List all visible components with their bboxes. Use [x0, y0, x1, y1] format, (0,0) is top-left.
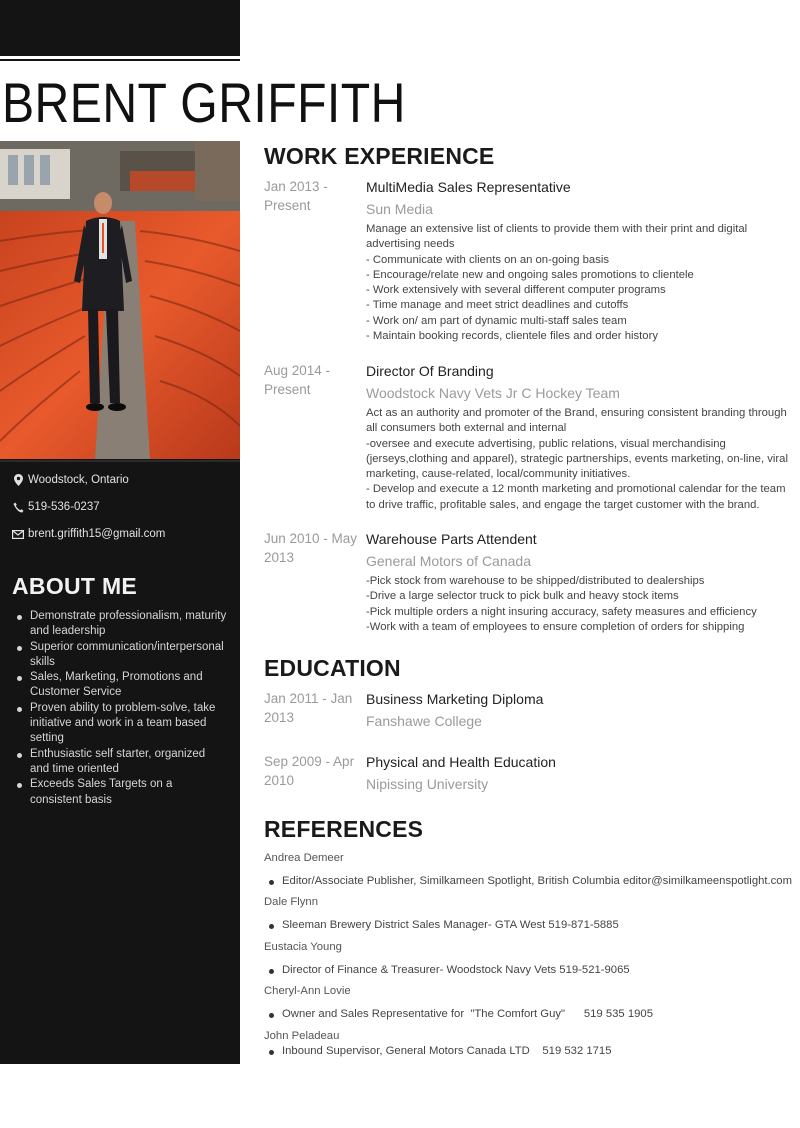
phone-icon: [12, 501, 24, 513]
description-line: -oversee and execute advertising, public relations, visual merchandising (jerseys,clothing and apparel), strategic partnerships, events marketing, on-line, viral marketing, cause-related, local/community initiatives.: [366, 437, 788, 481]
entry-role: Business Marketing Diploma: [366, 691, 544, 707]
description-line: - Time manage and meet strict deadlines and cutoffs: [366, 299, 629, 312]
about-item: Proven ability to problem-solve, take initiative and work in a team based setting: [12, 701, 227, 747]
description-line: -Drive a large selector truck to pick bulk and heavy stock items: [366, 590, 679, 603]
entry-date: Jan 2011 - Jan 2013: [264, 691, 353, 725]
reference-name: Eustacia Young: [264, 941, 342, 953]
top-divider: [0, 59, 240, 61]
reference-detail: Owner and Sales Representative for "The Comfort Guy" 519 535 1905: [282, 1008, 653, 1020]
contact-location-text: Woodstock, Ontario: [28, 474, 129, 486]
envelope-icon: [12, 528, 24, 540]
references-heading: REFERENCES: [264, 816, 424, 842]
profile-photo: [0, 141, 240, 459]
about-item: Demonstrate professionalism, maturity and leadership: [12, 609, 227, 640]
description-line: - Communicate with clients on an on-going basis: [366, 253, 610, 266]
entry-date: Sep 2009 - Apr 2010: [264, 754, 355, 788]
entry-role: Physical and Health Education: [366, 754, 556, 770]
about-me-list: [12, 609, 227, 808]
reference-name: Andrea Demeer: [264, 852, 344, 864]
entry-description: [366, 406, 796, 513]
map-marker-icon: [12, 474, 24, 486]
reference-detail: Editor/Associate Publisher, Similkameen Spotlight, British Columbia editor@similkameenspotlight.com: [282, 875, 793, 887]
description-line: -Pick multiple orders a night insuring accuracy, safety measures and efficiency: [366, 605, 757, 618]
entry-organization: Sun Media: [366, 201, 433, 217]
reference-detail: Inbound Supervisor, General Motors Canada LTD 519 532 1715: [282, 1045, 612, 1057]
description-line: - Encourage/relate new and ongoing sales promotions to clientele: [366, 268, 694, 281]
entry-organization: Fanshawe College: [366, 713, 482, 729]
reference-name: John Peladeau: [264, 1030, 340, 1042]
top-black-bar: [0, 0, 240, 56]
contact-phone[interactable]: [12, 501, 100, 513]
contact-email[interactable]: [12, 528, 165, 540]
description-line: - Work on/ am part of dynamic multi-staff sales team: [366, 314, 627, 327]
work-experience-heading: WORK EXPERIENCE: [264, 143, 495, 169]
sidebar: [0, 141, 240, 1064]
description-line: Act as an authority and promoter of the Brand, ensuring consistent branding through all consumers both external and internal: [366, 407, 787, 435]
entry-description: [366, 222, 796, 344]
reference-detail: Sleeman Brewery District Sales Manager- GTA West 519-871-5885: [282, 919, 619, 931]
resume-name: BRENT GRIFFITH: [2, 71, 406, 134]
entry-organization: Woodstock Navy Vets Jr C Hockey Team: [366, 385, 620, 401]
entry-organization: Nipissing University: [366, 776, 489, 792]
reference-name: Dale Flynn: [264, 896, 318, 908]
description-line: - Work extensively with several different computer programs: [366, 284, 666, 297]
entry-date: Jan 2013 - Present: [264, 179, 328, 213]
contact-location: [12, 474, 129, 486]
entry-date: Aug 2014 - Present: [264, 363, 331, 397]
description-line: -Pick stock from warehouse to be shipped/distributed to dealerships: [366, 575, 705, 587]
about-item: Enthusiastic self starter, organized and time oriented: [12, 747, 227, 778]
entry-role: MultiMedia Sales Representative: [366, 179, 571, 195]
about-item: Superior communication/interpersonal skills: [12, 640, 227, 671]
description-line: -Work with a team of employees to ensure completion of orders for shipping: [366, 620, 745, 633]
entry-role: Director Of Branding: [366, 363, 494, 379]
description-line: Manage an extensive list of clients to provide them with their print and digital advertising needs: [366, 223, 748, 251]
entry-organization: General Motors of Canada: [366, 553, 531, 569]
entry-description: [366, 574, 796, 635]
contact-phone-text[interactable]: 519-536-0237: [28, 501, 100, 513]
reference-name: Cheryl-Ann Lovie: [264, 985, 351, 997]
reference-detail: Director of Finance & Treasurer- Woodstock Navy Vets 519-521-9065: [282, 964, 630, 976]
entry-role: Warehouse Parts Attendent: [366, 531, 537, 547]
description-line: - Maintain booking records, clientele files and order history: [366, 330, 658, 343]
contact-email-text[interactable]: brent.griffith15@gmail.com: [28, 528, 166, 540]
photo-divider: [0, 460, 240, 462]
about-item: Sales, Marketing, Promotions and Customer Service: [12, 670, 227, 701]
entry-date: Jun 2010 - May 2013: [264, 531, 358, 565]
about-item: Exceeds Sales Targets on a consistent basis: [12, 777, 227, 808]
education-heading: EDUCATION: [264, 655, 401, 681]
about-me-heading: ABOUT ME: [12, 573, 138, 599]
description-line: - Develop and execute a 12 month marketing and promotional calendar for the team to drive traffic, profitable sales, and engage the target customer with the brand.: [366, 483, 786, 511]
